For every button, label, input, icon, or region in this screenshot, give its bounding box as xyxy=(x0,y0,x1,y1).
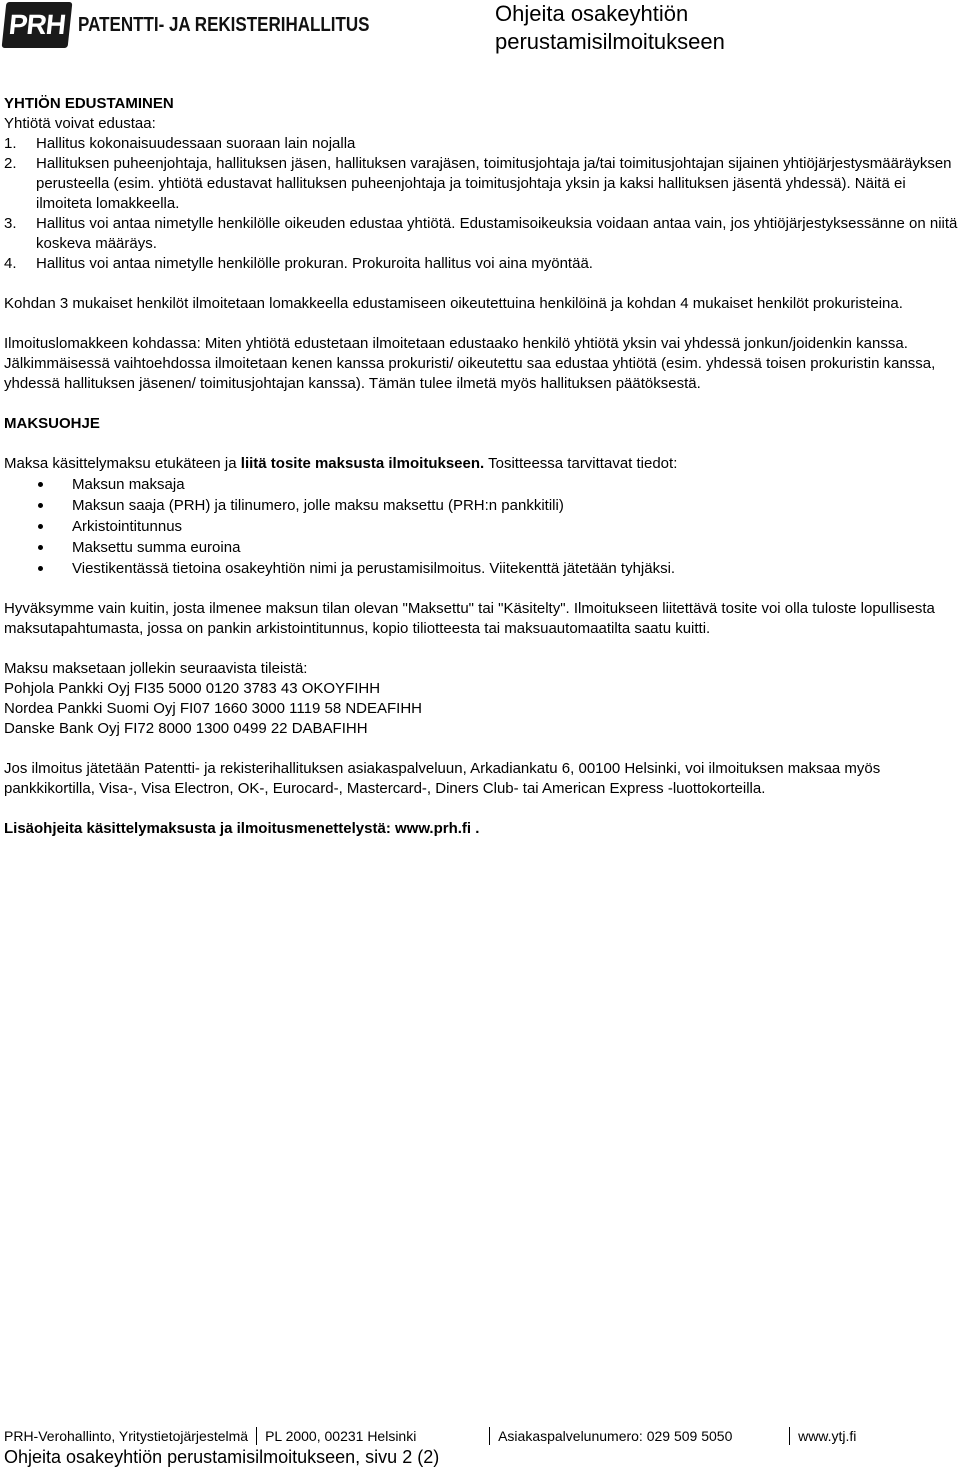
bullet-item xyxy=(4,516,958,537)
list-number: 4. xyxy=(4,255,17,272)
bullet-text: Maksun maksaja xyxy=(72,476,185,493)
list-number: 1. xyxy=(4,135,17,152)
list-text: Hallitus voi antaa nimetylle henkilölle prokuran. Prokuroita hallitus voi aina myöntää. xyxy=(36,255,593,272)
section-heading-representation: YHTIÖN EDUSTAMINEN xyxy=(4,95,174,112)
list-text: Hallituksen puheenjohtaja, hallituksen jäsen, hallituksen varajäsen, toimitusjohtaja ja/tai toimitusjohtajan sijainen yhtiöjärjestysmääräyksen perusteella (esim. yhtiötä edustavat hallituksen puheenjohtaja ja toimitusjohtaja yksin ja kaksi hallituksen jäsentä yhdessä). Näitä ei ilmoiteta lomakkeella. xyxy=(36,155,952,212)
document-title xyxy=(495,0,725,56)
bank-account: Nordea Pankki Suomi Oyj FI07 1660 3000 1119 58 NDEAFIHH xyxy=(4,700,422,717)
list-number: 3. xyxy=(4,215,17,232)
paragraph: Kohdan 3 mukaiset henkilöt ilmoitetaan lomakkeella edustamiseen oikeutettuina henkilöinä ja kohdan 4 mukaiset henkilöt prokuristeina. xyxy=(4,295,903,312)
logo-wordmark: PATENTTI- JA REKISTERIHALLITUS xyxy=(78,13,370,36)
bullet-item xyxy=(4,495,958,516)
footer-org: PRH-Verohallinto, Yritystietojärjestelmä xyxy=(4,1428,249,1444)
footer-web: www.ytj.fi xyxy=(789,1427,864,1445)
list-item xyxy=(4,134,958,154)
list-text: Hallitus voi antaa nimetylle henkilölle oikeuden edustaa yhtiötä. Edustamisoikeuksia voidaan antaa vain, jos yhtiöjärjestyksessänne on niitä koskeva määräys. xyxy=(36,215,958,252)
bullet-text: Viestikentässä tietoina osakeyhtiön nimi ja perustamisilmoitus. Viitekenttä jätetään tyhjäksi. xyxy=(72,560,676,577)
list-item xyxy=(4,214,958,254)
bullet-text: Maksun saaja (PRH) ja tilinumero, jolle maksu maksettu (PRH:n pankkitili) xyxy=(72,497,564,514)
title-line-1: Ohjeita osakeyhtiön xyxy=(495,1,689,26)
list-number: 2. xyxy=(4,155,17,172)
bullet-text: Maksettu summa euroina xyxy=(72,539,241,556)
footer-phone: Asiakaspalvelunumero: 029 509 5050 xyxy=(489,1427,789,1445)
bullet-item xyxy=(4,474,958,495)
representation-intro: Yhtiötä voivat edustaa: xyxy=(4,115,156,132)
prh-logo xyxy=(4,3,370,47)
bullet-item xyxy=(4,558,958,579)
paragraph: Jos ilmoitus jätetään Patentti- ja rekisterihallituksen asiakaspalveluun, Arkadiankatu 6, 00100 Helsinki, voi ilmoituksen maksaa myös pankkikortilla, Visa-, Visa Electron, OK-, Eurocard-, Mastercard-, Diners Club- tai American Express -luottokorteilla. xyxy=(4,760,881,797)
accounts-intro: Maksu maksetaan jollekin seuraavista tileistä: xyxy=(4,660,308,677)
payment-details-list xyxy=(4,474,958,579)
section-heading-payment: MAKSUOHJE xyxy=(4,415,100,432)
list-item xyxy=(4,154,958,214)
paragraph: Hyväksymme vain kuitin, josta ilmenee maksun tilan olevan "Maksettu" tai "Käsitelty". Ilmoitukseen liitettävä tosite voi olla tuloste lopullisesta maksutapahtumasta, jossa on pankin arkistointitunnus, kopio tiliotteesta tai maksuautomaatilta saatu kuitti. xyxy=(4,600,935,637)
bullet-icon xyxy=(4,474,72,495)
page-footer xyxy=(4,1427,958,1445)
payment-intro-text: Maksa käsittelymaksu etukäteen ja xyxy=(4,455,241,472)
logo-mark: PRH xyxy=(2,2,73,48)
payment-intro xyxy=(4,454,958,474)
bullet-icon xyxy=(4,495,72,516)
payment-intro-bold: liitä tosite maksusta ilmoitukseen. xyxy=(240,455,485,472)
bullet-icon xyxy=(4,516,72,537)
list-item xyxy=(4,254,958,274)
more-info-link-text: Lisäohjeita käsittelymaksusta ja ilmoitusmenettelystä: www.prh.fi . xyxy=(4,820,480,837)
bullet-text: Arkistointitunnus xyxy=(72,518,183,535)
representation-list xyxy=(4,134,958,274)
list-text: Hallitus kokonaisuudessaan suoraan lain nojalla xyxy=(36,135,356,152)
paragraph: Ilmoituslomakkeen kohdassa: Miten yhtiötä edustetaan ilmoitetaan edustaako henkilö yhtiötä yksin vai yhdessä jonkun/joidenkin kanssa. Jälkimmäisessä vaihtoehdossa ilmoitetaan kenen kanssa prokuristi/ oikeutettu saa edustaa yhtiötä (esim. yhdessä toisen prokuristin kanssa, yhdessä hallituksen jäsenen/ toimitusjohtajan kanssa). Tämän tulee ilmetä myös hallituksen päätöksestä. xyxy=(4,335,936,392)
bullet-item xyxy=(4,537,958,558)
bank-account: Pohjola Pankki Oyj FI35 5000 0120 3783 43 OKOYFIHH xyxy=(4,680,381,697)
document-body xyxy=(4,94,958,839)
bullet-icon xyxy=(4,537,72,558)
bank-account: Danske Bank Oyj FI72 8000 1300 0499 22 DABAFIHH xyxy=(4,720,368,737)
bullet-icon xyxy=(4,558,72,579)
footer-address: PL 2000, 00231 Helsinki xyxy=(256,1427,489,1445)
title-line-2: perustamisilmoitukseen xyxy=(495,29,725,54)
payment-intro-text-end: Tositteessa tarvittavat tiedot: xyxy=(484,455,678,472)
page-number: Ohjeita osakeyhtiön perustamisilmoitukseen, sivu 2 (2) xyxy=(4,1447,440,1467)
